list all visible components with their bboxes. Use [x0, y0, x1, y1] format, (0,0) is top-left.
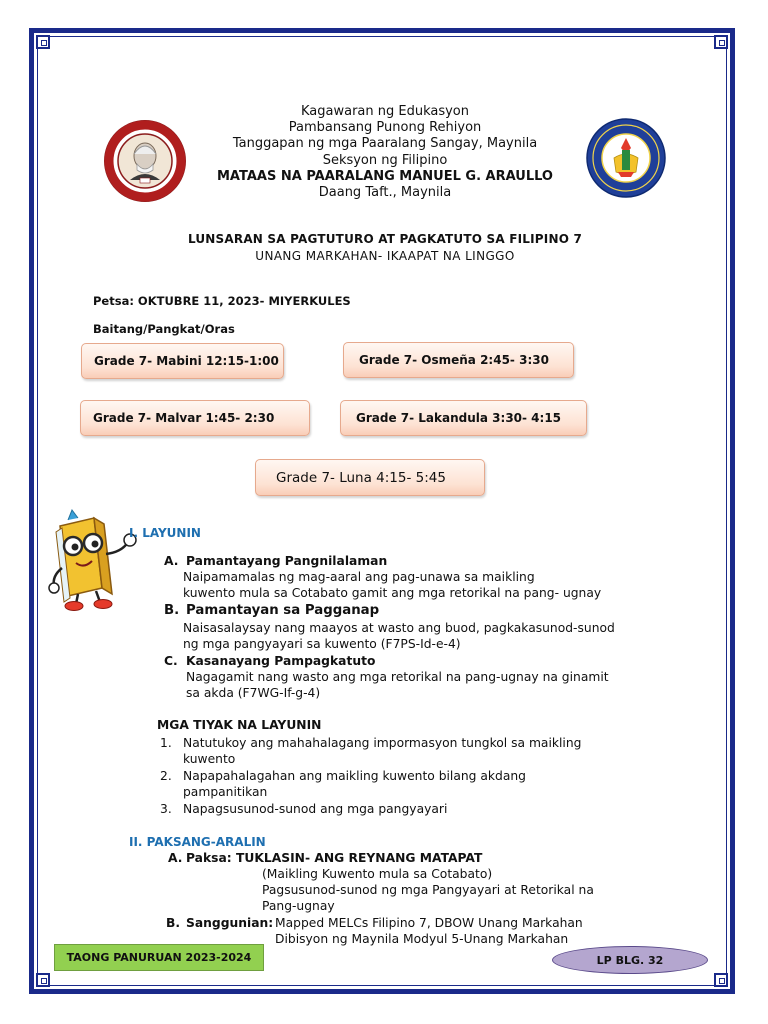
layunin-c-line-1: Nagagamit nang wasto ang mga retorikal na pang-ugnay na ginamit [186, 670, 609, 684]
layunin-b-line-1: Naisasalaysay nang maayos at wasto ang buod, pagkakasunod-sunod [183, 621, 615, 635]
paksa-a-label: A. [168, 851, 183, 865]
objective-2-number: 2. [160, 769, 172, 783]
paksa-b-label: B. [166, 916, 181, 930]
layunin-c-title: Kasanayang Pampagkatuto [186, 654, 376, 668]
plan-subtitle: UNANG MARKAHAN- IKAAPAT NA LINGGO [255, 249, 515, 263]
letterhead-line-2: Pambansang Punong Rehiyon [288, 120, 482, 136]
paksa-b-title: Sanggunian: [186, 916, 274, 930]
plan-title: LUNSARAN SA PAGTUTURO AT PAGKATUTO SA FILIPINO 7 [187, 232, 583, 246]
schedule-box-mabini: Grade 7- Mabini 12:15-1:00 [81, 343, 284, 379]
paksa-a-line-2: Pagsusunod-sunod ng mga Pangyayari at Retorikal na [262, 883, 594, 897]
border-corner-top-right [714, 35, 728, 49]
paksa-a-line-3: Pang-ugnay [262, 899, 335, 913]
grade-section-time-label: Baitang/Pangkat/Oras [93, 322, 235, 336]
objective-1-line-2: kuwento [183, 752, 236, 766]
objective-2-line-1: Napapahalagahan ang maikling kuwento bilang akdang [183, 769, 526, 783]
objective-3-line-1: Napagsusunod-sunod ang mga pangyayari [183, 802, 448, 816]
date-line: Petsa: OKTUBRE 11, 2023- MIYERKULES [93, 294, 351, 308]
section-heading-layunin: I. LAYUNIN [129, 526, 201, 540]
school-address: Daang Taft., Maynila [318, 185, 452, 201]
schedule-box-lakandula: Grade 7- Lakandula 3:30- 4:15 [340, 400, 587, 436]
section-heading-paksang-aralin: II. PAKSANG-ARALIN [129, 835, 266, 849]
objective-1-number: 1. [160, 736, 172, 750]
division-seal-logo [586, 118, 666, 198]
layunin-a-line-2: kuwento mula sa Cotabato gamit ang mga retorikal na pang- ugnay [183, 586, 602, 600]
layunin-b-line-2: ng mga pangyayari sa kuwento (F7PS-Id-e-4) [183, 637, 461, 651]
letterhead [195, 104, 575, 201]
border-corner-top-left [36, 35, 50, 49]
book-mascot-illustration [48, 508, 146, 612]
layunin-c-line-2: sa akda (F7WG-If-g-4) [186, 686, 321, 700]
paksa-a-title: Paksa: TUKLASIN- ANG REYNANG MATAPAT [186, 851, 483, 865]
letterhead-line-1: Kagawaran ng Edukasyon [300, 104, 470, 119]
border-corner-bottom-left [36, 973, 50, 987]
layunin-a-line-1: Naipamamalas ng mag-aaral ang pag-unawa sa maikling [183, 570, 535, 584]
schedule-box-osmena: Grade 7- Osmeña 2:45- 3:30 [343, 342, 574, 378]
objective-2-line-2: pampanitikan [183, 785, 268, 799]
layunin-c-label: C. [164, 654, 178, 668]
schedule-box-malvar: Grade 7- Malvar 1:45- 2:30 [80, 400, 310, 436]
paksa-a-line-1: (Maikling Kuwento mula sa Cotabato) [262, 867, 493, 881]
paksa-b-line-2: Dibisyon ng Maynila Modyul 5-Unang Markahan [275, 932, 569, 946]
layunin-a-title: Pamantayang Pangnilalaman [186, 554, 388, 568]
objective-1-line-1: Natutukoy ang mahahalagang impormasyon tungkol sa maikling [183, 736, 582, 750]
paksa-b-line-1: Mapped MELCs Filipino 7, DBOW Unang Markahan [275, 916, 583, 930]
border-corner-bottom-right [714, 973, 728, 987]
school-name: MATAAS NA PAARALANG MANUEL G. ARAULLO [217, 168, 553, 184]
letterhead-line-3: Tanggapan ng mga Paaralang Sangay, Maynila [232, 136, 538, 152]
school-year-label: TAONG PANURUAN 2023-2024 [54, 944, 264, 971]
letterhead-line-4: Seksyon ng Filipino [322, 152, 448, 168]
layunin-b-label: B. [164, 603, 180, 618]
lesson-plan-number-badge: LP BLG. 32 [552, 946, 708, 974]
specific-objectives-heading: MGA TIYAK NA LAYUNIN [157, 718, 322, 732]
layunin-a-label: A. [164, 554, 179, 568]
schedule-box-luna: Grade 7- Luna 4:15- 5:45 [255, 459, 485, 496]
objective-3-number: 3. [160, 802, 172, 816]
layunin-b-title: Pamantayan sa Pagganap [186, 603, 380, 618]
school-seal-logo [104, 120, 186, 202]
